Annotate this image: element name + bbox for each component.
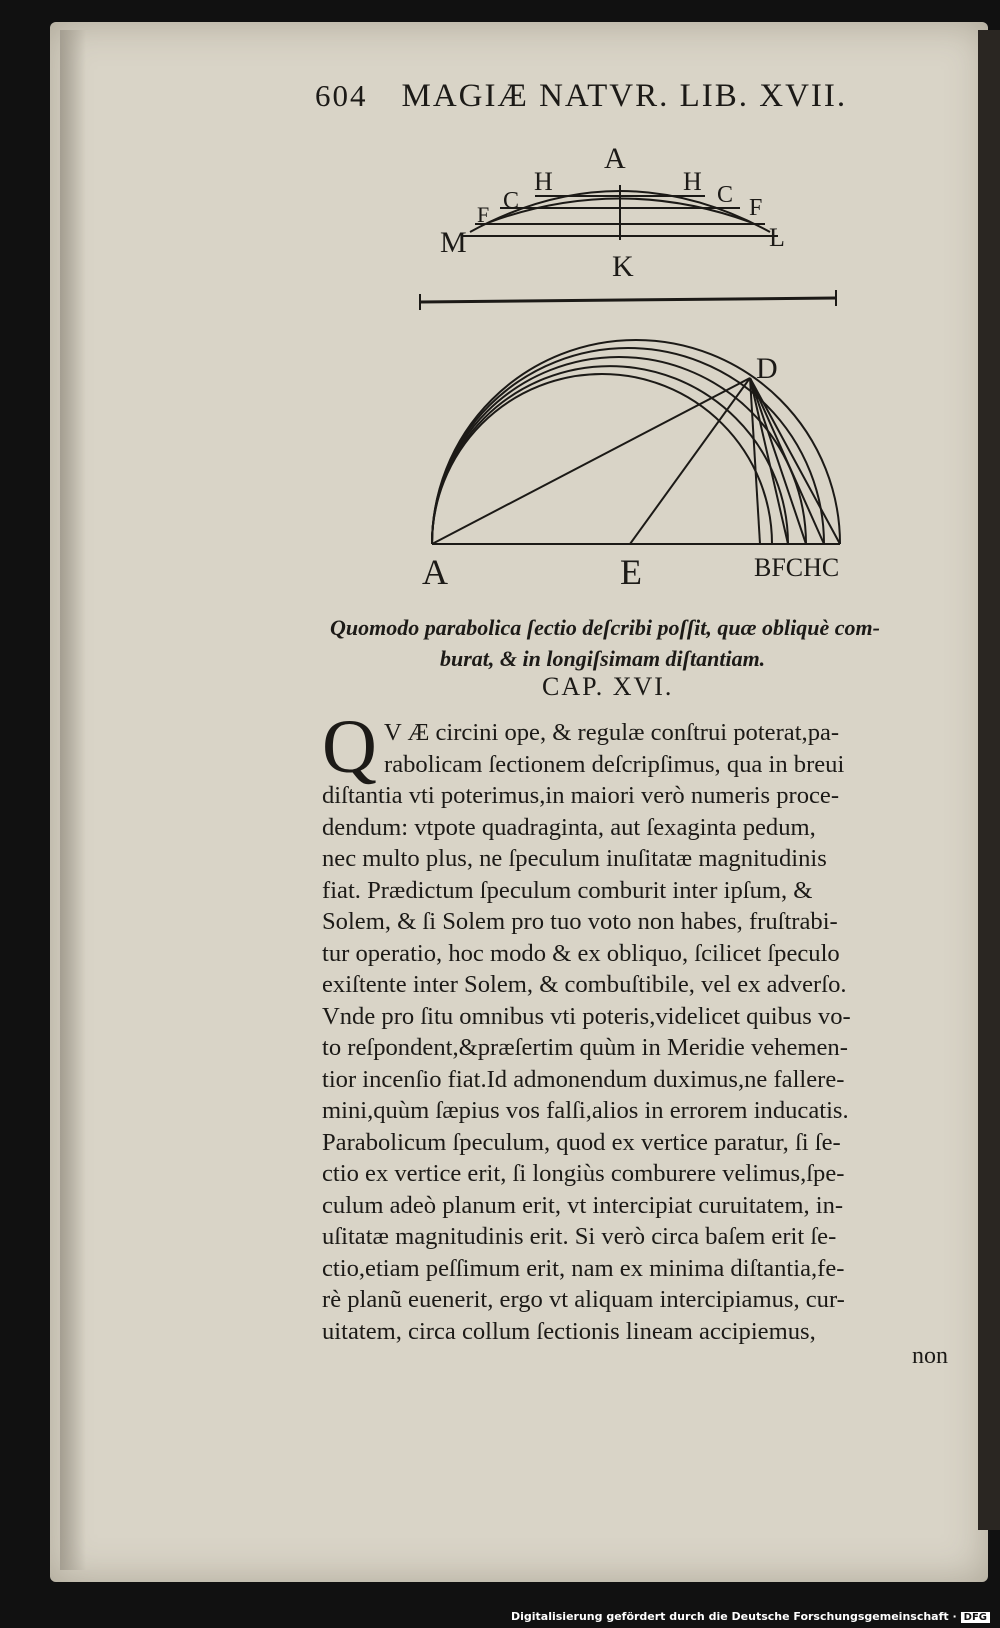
- line-DC2: [750, 378, 840, 544]
- label-H-left: H: [534, 167, 553, 196]
- caption-line-1: Quomodo parabolica ſectio deſcribi poſſit, quæ obliquè com-: [330, 615, 880, 640]
- running-title: MAGIÆ NATVR. LIB. XVII.: [401, 78, 848, 114]
- label-A-bottom: A: [422, 552, 448, 592]
- label-F-left: F: [477, 202, 490, 227]
- scale-line: [420, 298, 836, 302]
- figure-1-labels: [440, 142, 785, 283]
- label-K: K: [612, 250, 634, 283]
- body-text: [322, 717, 958, 1347]
- text-line: ctio ex vertice erit, ſi longiùs comburere velimus,ſpe-: [322, 1160, 845, 1187]
- footer-text: Digitalisierung gefördert durch die Deutsche Forschungsgemeinschaft ·: [510, 1610, 957, 1623]
- text-line: nec multo plus, ne ſpeculum inuſitatæ magnitudinis: [322, 845, 827, 872]
- label-H-right: H: [683, 167, 702, 196]
- text-line: rè planũ euenerit, ergo vt aliquam intercipiamus, cur-: [322, 1286, 845, 1313]
- figure-2-semicircles: [432, 340, 840, 544]
- text-line: exiſtente inter Solem, & combuſtibile, vel ex adverſo.: [322, 971, 847, 998]
- text-line: to reſpondent,&præſertim quùm in Meridie vehemen-: [322, 1034, 848, 1061]
- dfg-logo: DFG: [961, 1612, 990, 1623]
- text-line: tior incenſio fiat.Id admonendum duximus,ne fallere-: [322, 1065, 845, 1093]
- text-line: rabolicam ſectionem deſcripſimus, qua in breui: [384, 750, 845, 778]
- text-line: V Æ circini ope, & regulæ conſtrui poterat,pa-: [384, 719, 840, 746]
- chapter-heading: CAP. XVI.: [542, 672, 674, 701]
- text-line: Solem, & ſi Solem pro tuo voto non habes, fruſtrabi-: [322, 908, 838, 935]
- line-ED: [630, 378, 750, 544]
- label-C-right: C: [717, 182, 734, 208]
- text-line: uſitatæ magnitudinis erit. Si verò circa baſem erit ſe-: [322, 1223, 837, 1250]
- line-AD: [432, 378, 750, 544]
- label-M: M: [440, 226, 467, 259]
- text-line: dendum: vtpote quadraginta, aut ſexaginta pedum,: [322, 813, 816, 841]
- geometric-figures: [0, 0, 1000, 620]
- text-line: fiat. Prædictum ſpeculum comburit inter ipſum, &: [322, 876, 813, 904]
- label-C-left: C: [503, 188, 520, 214]
- text-line: culum adeò planum erit, vt intercipiat curuitatem, in-: [322, 1191, 844, 1219]
- page-number: 604: [315, 78, 368, 113]
- figure-caption: [330, 612, 950, 674]
- text-line: Vnde pro ſitu omnibus vti poteris,videlicet quibus vo-: [322, 1002, 851, 1030]
- label-A-top: A: [604, 142, 626, 175]
- text-line: diſtantia vti poterimus,in maiori verò numeris proce-: [322, 782, 840, 809]
- label-D: D: [756, 352, 778, 385]
- text-line: Parabolicum ſpeculum, quod ex vertice paratur, ſi ſe-: [322, 1128, 841, 1156]
- text-line: uitatem, circa collum ſectionis lineam accipiemus,: [322, 1317, 816, 1345]
- label-BFCHC: BFCHC: [754, 553, 840, 582]
- scale-bar: [420, 290, 836, 310]
- label-E: E: [620, 552, 642, 592]
- catchword: non: [912, 1343, 948, 1369]
- text-line: ctio,etiam peſſimum erit, nam ex minima diſtantia,fe-: [322, 1254, 845, 1282]
- label-L: L: [769, 223, 785, 252]
- arc-4: [432, 366, 788, 544]
- text-line: tur operatio, hoc modo & ex obliquo, ſcilicet ſpeculo: [322, 939, 840, 967]
- caption-line-2: burat, & in longiſsimam diſtantiam.: [440, 646, 766, 671]
- text-line: mini,quùm ſæpius vos falſi,alios in errorem inducatis.: [322, 1097, 849, 1124]
- drop-cap: Q: [322, 705, 377, 789]
- figure-2-labels: [422, 352, 839, 592]
- digitization-footer: [0, 1610, 990, 1623]
- label-F-right: F: [749, 195, 763, 221]
